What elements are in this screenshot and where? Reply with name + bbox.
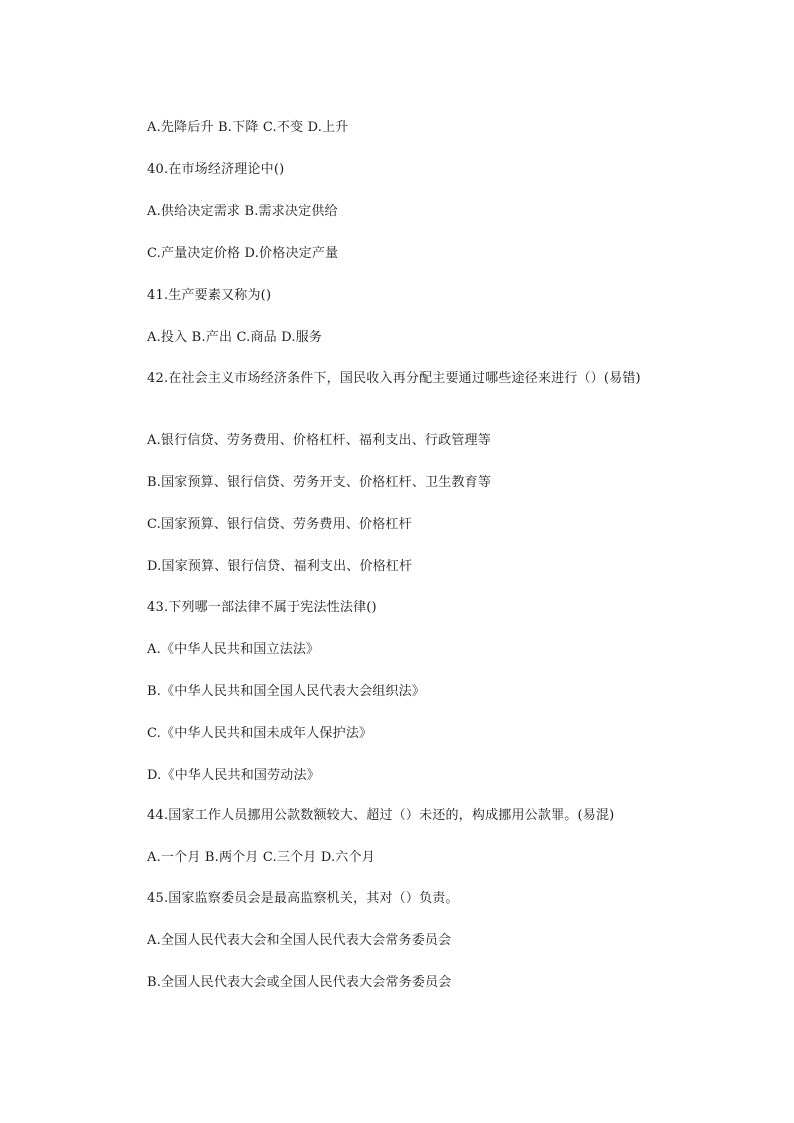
q42-option-d: D.国家预算、银行信贷、福利支出、价格杠杆 (147, 559, 413, 574)
q42-option-c: C.国家预算、银行信贷、劳务费用、价格杠杆 (147, 517, 412, 532)
q44-options: A.一个月 B.两个月 C.三个月 D.六个月 (147, 850, 375, 865)
q40-options-cd: C.产量决定价格 D.价格决定产量 (147, 246, 339, 261)
q40-stem: 40.在市场经济理论中() (147, 162, 285, 177)
q43-option-d: D.《中华人民共和国劳动法》 (147, 768, 320, 783)
q41-options: A.投入 B.产出 C.商品 D.服务 (147, 330, 323, 345)
q41-stem: 41.生产要素又称为() (147, 288, 272, 303)
q43-option-b: B.《中华人民共和国全国人民代表大会组织法》 (147, 684, 426, 699)
q42-stem: 42.在社会主义市场经济条件下，国民收入再分配主要通过哪些途径来进行（）(易错) (147, 371, 641, 386)
q43-stem: 43.下列哪一部法律不属于宪法性法律() (147, 600, 377, 615)
q45-option-b: B.全国人民代表大会或全国人民代表大会常务委员会 (147, 975, 452, 990)
q40-options-ab: A.供给决定需求 B.需求决定供给 (147, 204, 338, 219)
q45-stem: 45.国家监察委员会是最高监察机关，其对（）负责。 (147, 891, 459, 906)
q44-stem: 44.国家工作人员挪用公款数额较大、超过（）未还的，构成挪用公款罪。(易混) (147, 808, 615, 823)
q42-option-a: A.银行信贷、劳务费用、价格杠杆、福利支出、行政管理等 (147, 433, 491, 448)
q43-option-c: C.《中华人民共和国未成年人保护法》 (147, 726, 373, 741)
q39-options: A.先降后升 B.下降 C.不变 D.上升 (147, 120, 349, 135)
q43-option-a: A.《中华人民共和国立法法》 (147, 642, 320, 657)
q42-option-b: B.国家预算、银行信贷、劳务开支、价格杠杆、卫生教育等 (147, 475, 492, 490)
q45-option-a: A.全国人民代表大会和全国人民代表大会常务委员会 (147, 933, 452, 948)
